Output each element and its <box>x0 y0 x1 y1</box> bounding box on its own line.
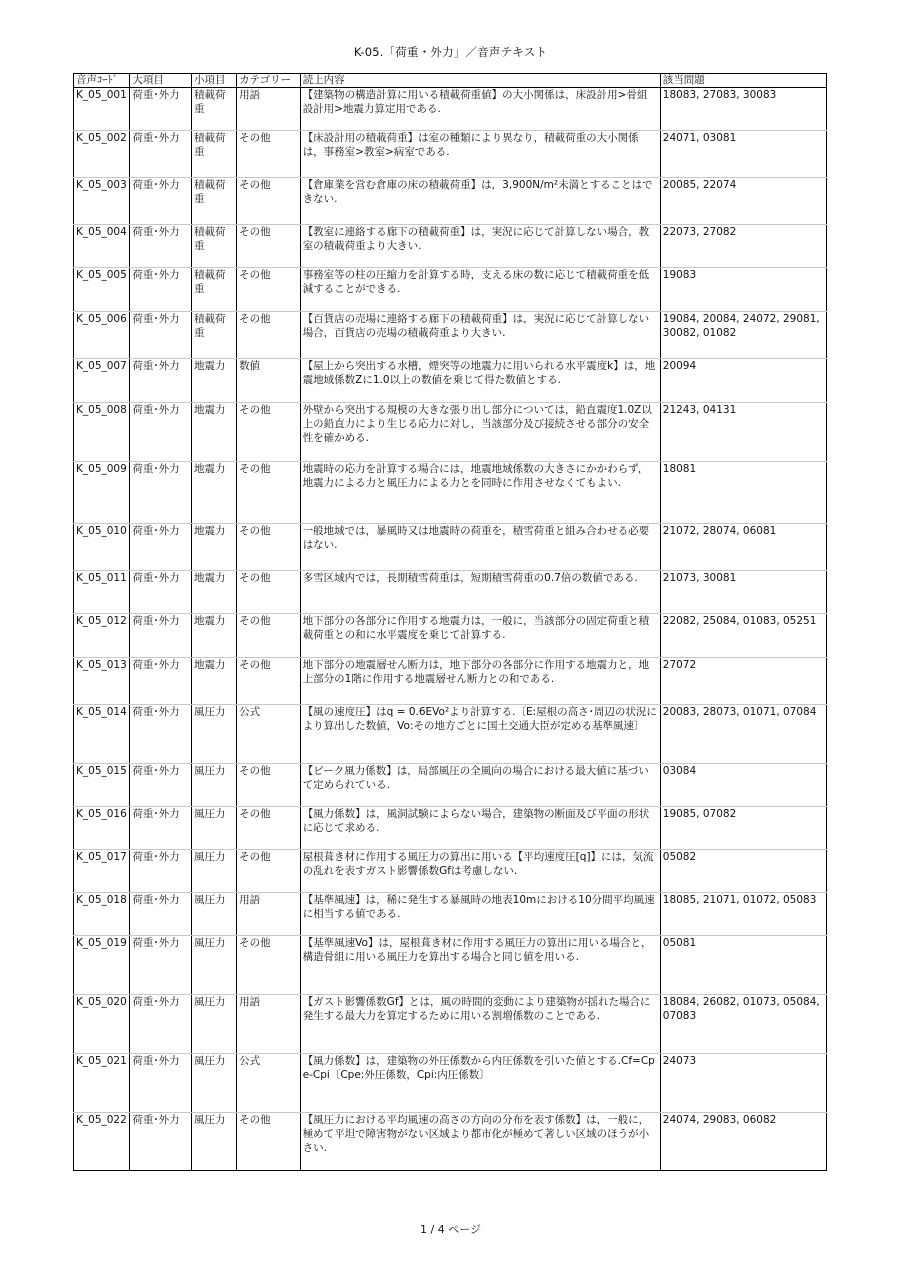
related-questions-cell: 21073, 30081 <box>660 571 826 614</box>
voice-text-table <box>73 73 827 1171</box>
category-cell: 公式 <box>237 1054 301 1113</box>
major-item-cell: 荷重･外力 <box>130 995 192 1054</box>
category-cell: 用語 <box>237 893 301 936</box>
category-cell: その他 <box>237 403 301 462</box>
related-questions-cell: 24073 <box>660 1054 826 1113</box>
major-item-cell: 荷重･外力 <box>130 225 192 268</box>
category-cell: その他 <box>237 268 301 312</box>
major-item-cell: 荷重･外力 <box>130 893 192 936</box>
voice-code-cell: K_05_009 <box>74 462 130 524</box>
minor-item-cell: 積載荷重 <box>191 268 236 312</box>
minor-item-cell: 積載荷重 <box>191 131 236 178</box>
major-item-cell: 荷重･外力 <box>130 268 192 312</box>
major-item-cell: 荷重･外力 <box>130 807 192 850</box>
related-questions-cell: 27072 <box>660 658 826 705</box>
voice-code-cell: K_05_021 <box>74 1054 130 1113</box>
minor-item-cell: 積載荷重 <box>191 88 236 131</box>
major-item-cell: 荷重･外力 <box>130 359 192 403</box>
category-cell: その他 <box>237 807 301 850</box>
table-row <box>74 131 827 178</box>
major-item-cell: 荷重･外力 <box>130 403 192 462</box>
major-item-cell: 荷重･外力 <box>130 524 192 571</box>
voice-code-cell: K_05_018 <box>74 893 130 936</box>
minor-item-cell: 風圧力 <box>191 705 236 764</box>
major-item-cell: 荷重･外力 <box>130 936 192 995</box>
table-row <box>74 359 827 403</box>
reading-content-cell: 【風圧力における平均風速の高さの方向の分布を表す係数】は，一般に，極めて平坦で障害物がない区域より都市化が極めて著しい区域のほうが小さい. <box>300 1113 660 1171</box>
category-cell: 数値 <box>237 359 301 403</box>
voice-code-cell: K_05_001 <box>74 88 130 131</box>
category-cell: 用語 <box>237 88 301 131</box>
major-item-cell: 荷重･外力 <box>130 312 192 359</box>
reading-content-cell: 【基準風速Vo】は，屋根葺き材に作用する風圧力の算出に用いる場合と，構造骨組に用いる風圧力を算出する場合と同じ値を用いる. <box>300 936 660 995</box>
category-cell: その他 <box>237 850 301 893</box>
table-row <box>74 225 827 268</box>
voice-code-cell: K_05_011 <box>74 571 130 614</box>
related-questions-cell: 19084, 20084, 24072, 29081, 30082, 01082 <box>660 312 826 359</box>
related-questions-cell: 19083 <box>660 268 826 312</box>
reading-content-cell: 【教室に連絡する廊下の積載荷重】は，実況に応じて計算しない場合，教室の積載荷重より大きい. <box>300 225 660 268</box>
category-cell: その他 <box>237 1113 301 1171</box>
voice-code-cell: K_05_005 <box>74 268 130 312</box>
voice-code-cell: K_05_020 <box>74 995 130 1054</box>
category-cell: その他 <box>237 764 301 807</box>
category-cell: その他 <box>237 936 301 995</box>
minor-item-cell: 風圧力 <box>191 893 236 936</box>
minor-item-cell: 地震力 <box>191 359 236 403</box>
table-row <box>74 403 827 462</box>
major-item-cell: 荷重･外力 <box>130 88 192 131</box>
minor-item-cell: 地震力 <box>191 658 236 705</box>
major-item-cell: 荷重･外力 <box>130 462 192 524</box>
related-questions-cell: 05082 <box>660 850 826 893</box>
category-cell: その他 <box>237 312 301 359</box>
table-row <box>74 88 827 131</box>
table-row <box>74 178 827 225</box>
minor-item-cell: 風圧力 <box>191 1054 236 1113</box>
category-cell: その他 <box>237 524 301 571</box>
reading-content-cell: 【屋上から突出する水槽，煙突等の地震力に用いられる水平震度k】は，地震地域係数Zに1.0以上の数値を乗じて得た数値とする. <box>300 359 660 403</box>
reading-content-cell: 【基準風速】は，稀に発生する暴風時の地表10mにおける10分間平均風速に相当する値である. <box>300 893 660 936</box>
header-related-questions: 該当問題 <box>660 74 826 88</box>
category-cell: その他 <box>237 225 301 268</box>
related-questions-cell: 18083, 27083, 30083 <box>660 88 826 131</box>
category-cell: その他 <box>237 462 301 524</box>
related-questions-cell: 20094 <box>660 359 826 403</box>
reading-content-cell: 【風力係数】は，建築物の外圧係数から内圧係数を引いた値とする.Cf=Cpe-Cpi〔Cpe:外圧係数，Cpi:内圧係数〕 <box>300 1054 660 1113</box>
table-row <box>74 1054 827 1113</box>
major-item-cell: 荷重･外力 <box>130 131 192 178</box>
minor-item-cell: 地震力 <box>191 524 236 571</box>
table-row <box>74 807 827 850</box>
related-questions-cell: 24071, 03081 <box>660 131 826 178</box>
reading-content-cell: 地震時の応力を計算する場合には，地震地域係数の大きさにかかわらず，地震力による力と風圧力による力とを同時に作用させなくてもよい. <box>300 462 660 524</box>
reading-content-cell: 【ピーク風力係数】は，局部風圧の全風向の場合における最大値に基づいて定められている. <box>300 764 660 807</box>
related-questions-cell: 21072, 28074, 06081 <box>660 524 826 571</box>
table-row <box>74 524 827 571</box>
voice-code-cell: K_05_010 <box>74 524 130 571</box>
minor-item-cell: 積載荷重 <box>191 312 236 359</box>
table-row <box>74 462 827 524</box>
voice-code-cell: K_05_019 <box>74 936 130 995</box>
voice-code-cell: K_05_014 <box>74 705 130 764</box>
page-number: 1 / 4 ページ <box>420 1223 481 1236</box>
major-item-cell: 荷重･外力 <box>130 764 192 807</box>
reading-content-cell: 【床設計用の積載荷重】は室の種類により異なり，積載荷重の大小関係は，事務室>教室>病室である. <box>300 131 660 178</box>
related-questions-cell: 24074, 29083, 06082 <box>660 1113 826 1171</box>
category-cell: 用語 <box>237 995 301 1054</box>
voice-code-cell: K_05_013 <box>74 658 130 705</box>
table-row <box>74 995 827 1054</box>
table-row <box>74 705 827 764</box>
major-item-cell: 荷重･外力 <box>130 705 192 764</box>
reading-content-cell: 【風力係数】は，風洞試験によらない場合，建築物の断面及び平面の形状に応じて求める. <box>300 807 660 850</box>
related-questions-cell: 05081 <box>660 936 826 995</box>
minor-item-cell: 地震力 <box>191 614 236 658</box>
header-reading-content: 読上内容 <box>300 74 660 88</box>
minor-item-cell: 地震力 <box>191 403 236 462</box>
related-questions-cell: 03084 <box>660 764 826 807</box>
minor-item-cell: 地震力 <box>191 571 236 614</box>
category-cell: その他 <box>237 178 301 225</box>
reading-content-cell: 【建築物の構造計算に用いる積載荷重値】の大小関係は，床設計用>骨組設計用>地震力算定用である. <box>300 88 660 131</box>
table-row <box>74 312 827 359</box>
related-questions-cell: 21243, 04131 <box>660 403 826 462</box>
voice-code-cell: K_05_002 <box>74 131 130 178</box>
minor-item-cell: 積載荷重 <box>191 178 236 225</box>
table-row <box>74 614 827 658</box>
minor-item-cell: 地震力 <box>191 462 236 524</box>
minor-item-cell: 風圧力 <box>191 936 236 995</box>
related-questions-cell: 20083, 28073, 01071, 07084 <box>660 705 826 764</box>
category-cell: その他 <box>237 658 301 705</box>
major-item-cell: 荷重･外力 <box>130 1113 192 1171</box>
category-cell: その他 <box>237 614 301 658</box>
minor-item-cell: 風圧力 <box>191 995 236 1054</box>
related-questions-cell: 19085, 07082 <box>660 807 826 850</box>
header-category: カテゴリー <box>237 74 301 88</box>
voice-code-cell: K_05_016 <box>74 807 130 850</box>
voice-code-cell: K_05_003 <box>74 178 130 225</box>
reading-content-cell: 【倉庫業を営む倉庫の床の積載荷重】は，3,900N/m²未満とすることはできない. <box>300 178 660 225</box>
table-row <box>74 850 827 893</box>
minor-item-cell: 風圧力 <box>191 764 236 807</box>
voice-code-cell: K_05_007 <box>74 359 130 403</box>
related-questions-cell: 22082, 25084, 01083, 05251 <box>660 614 826 658</box>
reading-content-cell: 一般地域では，暴風時又は地震時の荷重を，積雪荷重と組み合わせる必要はない. <box>300 524 660 571</box>
table-row <box>74 936 827 995</box>
voice-code-cell: K_05_008 <box>74 403 130 462</box>
minor-item-cell: 風圧力 <box>191 807 236 850</box>
table-row <box>74 571 827 614</box>
reading-content-cell: 【百貨店の売場に連絡する廊下の積載荷重】は，実況に応じて計算しない場合，百貨店の売場の積載荷重より大きい. <box>300 312 660 359</box>
reading-content-cell: 地下部分の地震層せん断力は，地下部分の各部分に作用する地震力と，地上部分の1階に作用する地震層せん断力との和である. <box>300 658 660 705</box>
minor-item-cell: 風圧力 <box>191 850 236 893</box>
table-row <box>74 764 827 807</box>
voice-code-cell: K_05_004 <box>74 225 130 268</box>
minor-item-cell: 風圧力 <box>191 1113 236 1171</box>
reading-content-cell: 地下部分の各部分に作用する地震力は，一般に，当該部分の固定荷重と積載荷重との和に水平震度を乗じて計算する. <box>300 614 660 658</box>
table-header-row <box>74 74 827 88</box>
related-questions-cell: 20085, 22074 <box>660 178 826 225</box>
major-item-cell: 荷重･外力 <box>130 178 192 225</box>
voice-code-cell: K_05_017 <box>74 850 130 893</box>
reading-content-cell: 【風の速度圧】はq = 0.6EVo²より計算する.〔E:屋根の高さ･周辺の状況により算出した数値，Vo:その地方ごとに国土交通大臣が定める基準風速〕 <box>300 705 660 764</box>
related-questions-cell: 18081 <box>660 462 826 524</box>
voice-code-cell: K_05_022 <box>74 1113 130 1171</box>
major-item-cell: 荷重･外力 <box>130 614 192 658</box>
reading-content-cell: 外壁から突出する規模の大きな張り出し部分については，鉛直震度1.0Z以上の鉛直力により生じる応力に対し，当該部分及び接続させる部分の安全性を確かめる. <box>300 403 660 462</box>
reading-content-cell: 【ガスト影響係数Gf】とは，風の時間的変動により建築物が揺れた場合に発生する最大力を算定するために用いる割増係数のことである. <box>300 995 660 1054</box>
related-questions-cell: 18085, 21071, 01072, 05083 <box>660 893 826 936</box>
reading-content-cell: 多雪区域内では，長期積雪荷重は，短期積雪荷重の0.7倍の数値である. <box>300 571 660 614</box>
table-row <box>74 1113 827 1171</box>
table-row <box>74 658 827 705</box>
major-item-cell: 荷重･外力 <box>130 571 192 614</box>
voice-code-cell: K_05_012 <box>74 614 130 658</box>
voice-code-cell: K_05_015 <box>74 764 130 807</box>
major-item-cell: 荷重･外力 <box>130 1054 192 1113</box>
reading-content-cell: 屋根葺き材に作用する風圧力の算出に用いる【平均速度圧[q]】には，気流の乱れを表すガスト影響係数Gfは考慮しない. <box>300 850 660 893</box>
header-major-item: 大項目 <box>130 74 192 88</box>
header-minor-item: 小項目 <box>191 74 236 88</box>
reading-content-cell: 事務室等の柱の圧縮力を計算する時，支える床の数に応じて積載荷重を低減することができる. <box>300 268 660 312</box>
major-item-cell: 荷重･外力 <box>130 658 192 705</box>
table-row <box>74 893 827 936</box>
category-cell: 公式 <box>237 705 301 764</box>
category-cell: その他 <box>237 131 301 178</box>
table-row <box>74 268 827 312</box>
related-questions-cell: 18084, 26082, 01073, 05084, 07083 <box>660 995 826 1054</box>
minor-item-cell: 積載荷重 <box>191 225 236 268</box>
category-cell: その他 <box>237 571 301 614</box>
major-item-cell: 荷重･外力 <box>130 850 192 893</box>
voice-code-cell: K_05_006 <box>74 312 130 359</box>
related-questions-cell: 22073, 27082 <box>660 225 826 268</box>
header-voice-code: 音声ｺｰﾄﾞ <box>74 74 130 88</box>
page-title: K-05.「荷重・外力」／音声テキスト <box>353 45 548 59</box>
